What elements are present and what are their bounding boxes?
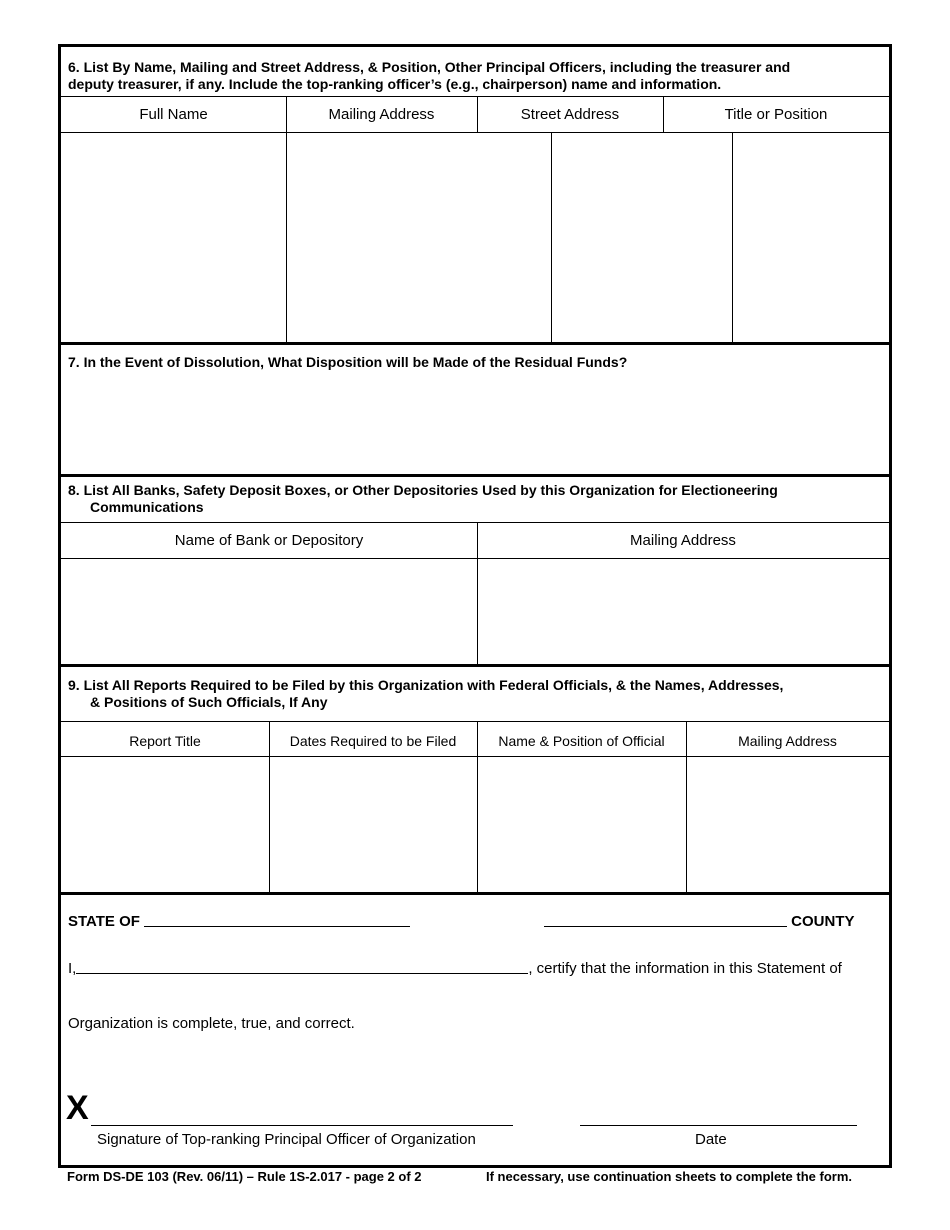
col-official-mailing-header: Mailing Address [738, 733, 837, 749]
column-divider [286, 96, 287, 343]
x-mark: X [66, 1089, 89, 1127]
section-divider [61, 342, 889, 345]
form-id: Form DS-DE 103 (Rev. 06/11) – Rule 1S-2.017 - page 2 of 2 [67, 1169, 422, 1184]
section-divider [61, 664, 889, 667]
section9-title [68, 677, 783, 711]
section6-title-line2: deputy treasurer, if any. Include the top-ranking officer’s (e.g., chairperson) name and information. [68, 76, 722, 92]
date-label: Date [695, 1131, 727, 1148]
date-field[interactable] [580, 1125, 857, 1126]
col-bank-mailing-header: Mailing Address [630, 532, 736, 549]
county-field[interactable] [544, 926, 787, 927]
section8-title [68, 482, 778, 516]
section-divider [61, 892, 889, 895]
col-full-name-header: Full Name [139, 106, 208, 123]
section6-title [68, 59, 790, 93]
signature-label: Signature of Top-ranking Principal Officer of Organization [97, 1131, 476, 1148]
signature-field[interactable] [91, 1125, 513, 1126]
state-field[interactable] [144, 926, 410, 927]
section7-title: 7. In the Event of Dissolution, What Disposition will be Made of the Residual Funds? [68, 354, 628, 370]
i-prefix: I, [68, 960, 77, 977]
column-divider [477, 721, 478, 893]
section6-title-line1: 6. List By Name, Mailing and Street Address, & Position, Other Principal Officers, including the treasurer and [68, 59, 791, 75]
section8-title-line2: Communications [90, 499, 204, 515]
column-divider [269, 721, 270, 893]
county-row [544, 913, 855, 930]
certify-text: , certify that the information in this Statement of [528, 960, 842, 977]
col-street-address-header: Street Address [520, 106, 620, 123]
col-mailing-address-header: Mailing Address [328, 106, 435, 123]
form-frame [58, 44, 892, 1168]
column-divider [686, 721, 687, 893]
divider [61, 96, 889, 97]
column-divider [477, 522, 478, 665]
divider [61, 721, 889, 722]
divider [61, 558, 889, 559]
complete-text: Organization is complete, true, and correct. [68, 1015, 355, 1032]
state-of-row [68, 913, 410, 930]
section-divider [61, 474, 889, 477]
certify-row [68, 960, 842, 977]
col-bank-name-header: Name of Bank or Depository [174, 532, 364, 549]
divider [61, 522, 889, 523]
column-divider [663, 96, 664, 132]
state-of-label: STATE OF [68, 913, 140, 930]
divider [61, 132, 889, 133]
continuation-note: If necessary, use continuation sheets to complete the form. [486, 1169, 853, 1184]
county-label: COUNTY [791, 913, 855, 930]
col-dates-header: Dates Required to be Filed [289, 733, 457, 749]
column-divider [732, 132, 733, 343]
col-title-position-header: Title or Position [724, 106, 828, 123]
col-report-title-header: Report Title [129, 733, 201, 749]
name-field[interactable] [76, 973, 528, 974]
divider [61, 756, 889, 757]
col-official-header: Name & Position of Official [498, 733, 665, 749]
column-divider [477, 96, 478, 132]
section9-title-line2: & Positions of Such Officials, If Any [90, 694, 328, 710]
section8-title-line1: 8. List All Banks, Safety Deposit Boxes, or Other Depositories Used by this Organization for Electioneering [68, 482, 778, 498]
section9-title-line1: 9. List All Reports Required to be Filed by this Organization with Federal Officials, & the Names, Addresses, [68, 677, 784, 693]
column-divider [551, 132, 552, 343]
